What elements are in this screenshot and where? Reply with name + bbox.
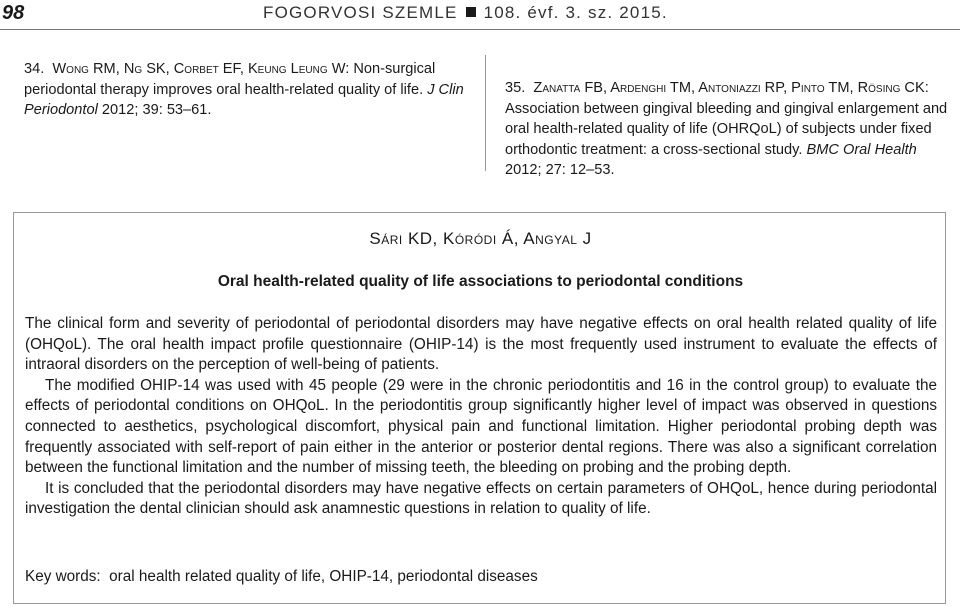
abstract-box — [13, 212, 946, 604]
keywords-label: Key words: — [25, 568, 101, 585]
column-divider — [485, 55, 486, 171]
reference-34 — [24, 59, 469, 121]
reference-journal: BMC Oral Health — [806, 141, 917, 158]
page-header — [0, 0, 960, 32]
reference-journal: J Clin Periodontol — [24, 81, 464, 118]
abstract-body — [25, 314, 937, 520]
page-number: 98 — [2, 2, 25, 24]
square-bullet-icon — [466, 7, 476, 17]
abstract-title: Oral health-related quality of life associations to periodontal conditions — [217, 273, 744, 290]
keywords-text: oral health related quality of life, OHIP-14, periodontal diseases — [109, 568, 538, 585]
reference-authors: Wong RM, Ng SK, Corbet EF, Keung Leung W: — [52, 61, 350, 77]
abstract-authors: Sári KD, Kóródi Á, Angyal J — [369, 229, 592, 248]
reference-35 — [505, 78, 955, 181]
reference-text: Association between gingival bleeding and gingival enlargement and oral health-related quality of life (OHRQoL) of subjects under fixed orthodontic treatment: a cross-sectional study. — [505, 100, 948, 158]
abstract-paragraph: The modified OHIP-14 was used with 45 people (29 were in the chronic periodontitis and 16 in the control group) to evaluate the effects of periodontal conditions on OHQoL. In the periodontitis group significantly higher level of impact was observed in questions connected to aesthetics, psychological discomfort, physical pain and functional limitation. Higher periodontal probing depth was frequently associated with self-report of pain either in the anterior or posterior dental regions. There was also a significant correlation between the functional limitation and the number of missing teeth, the bleeding on probing and the probing depth. — [25, 376, 937, 477]
reference-authors: Zanatta FB, Ardenghi TM, Antoniazzi RP, Pinto TM, Rösing CK: — [533, 80, 929, 96]
abstract-keywords — [25, 568, 937, 586]
abstract-paragraph: It is concluded that the periodontal disorders may have negative effects on certain parameters of OHQoL, hence during periodontal investigation the dental clinician should ask anamnestic questions in relation to quality of life. — [25, 479, 937, 518]
reference-number: 34. — [24, 61, 45, 77]
abstract-paragraph: The clinical form and severity of periodontal of periodontal disorders may have negative effects on oral health related quality of life (OHQoL). The oral health impact profile questionnaire (OHIP-14) is the most frequently used instrument to evaluate the effects of intraoral disorders on the perception of well-being of patients. — [25, 315, 937, 374]
journal-title — [263, 3, 668, 23]
journal-name: FOGORVOSI SZEMLE — [263, 3, 458, 22]
reference-citation: 2012; 27: 12–53. — [505, 162, 615, 178]
reference-number: 35. — [505, 80, 526, 96]
reference-text: Non-surgical periodontal therapy improves oral health-related quality of life. — [24, 61, 436, 98]
header-rule — [0, 29, 960, 30]
journal-issue: 108. évf. 3. sz. 2015. — [483, 3, 668, 22]
reference-citation: 2012; 39: 53–61. — [97, 102, 212, 118]
